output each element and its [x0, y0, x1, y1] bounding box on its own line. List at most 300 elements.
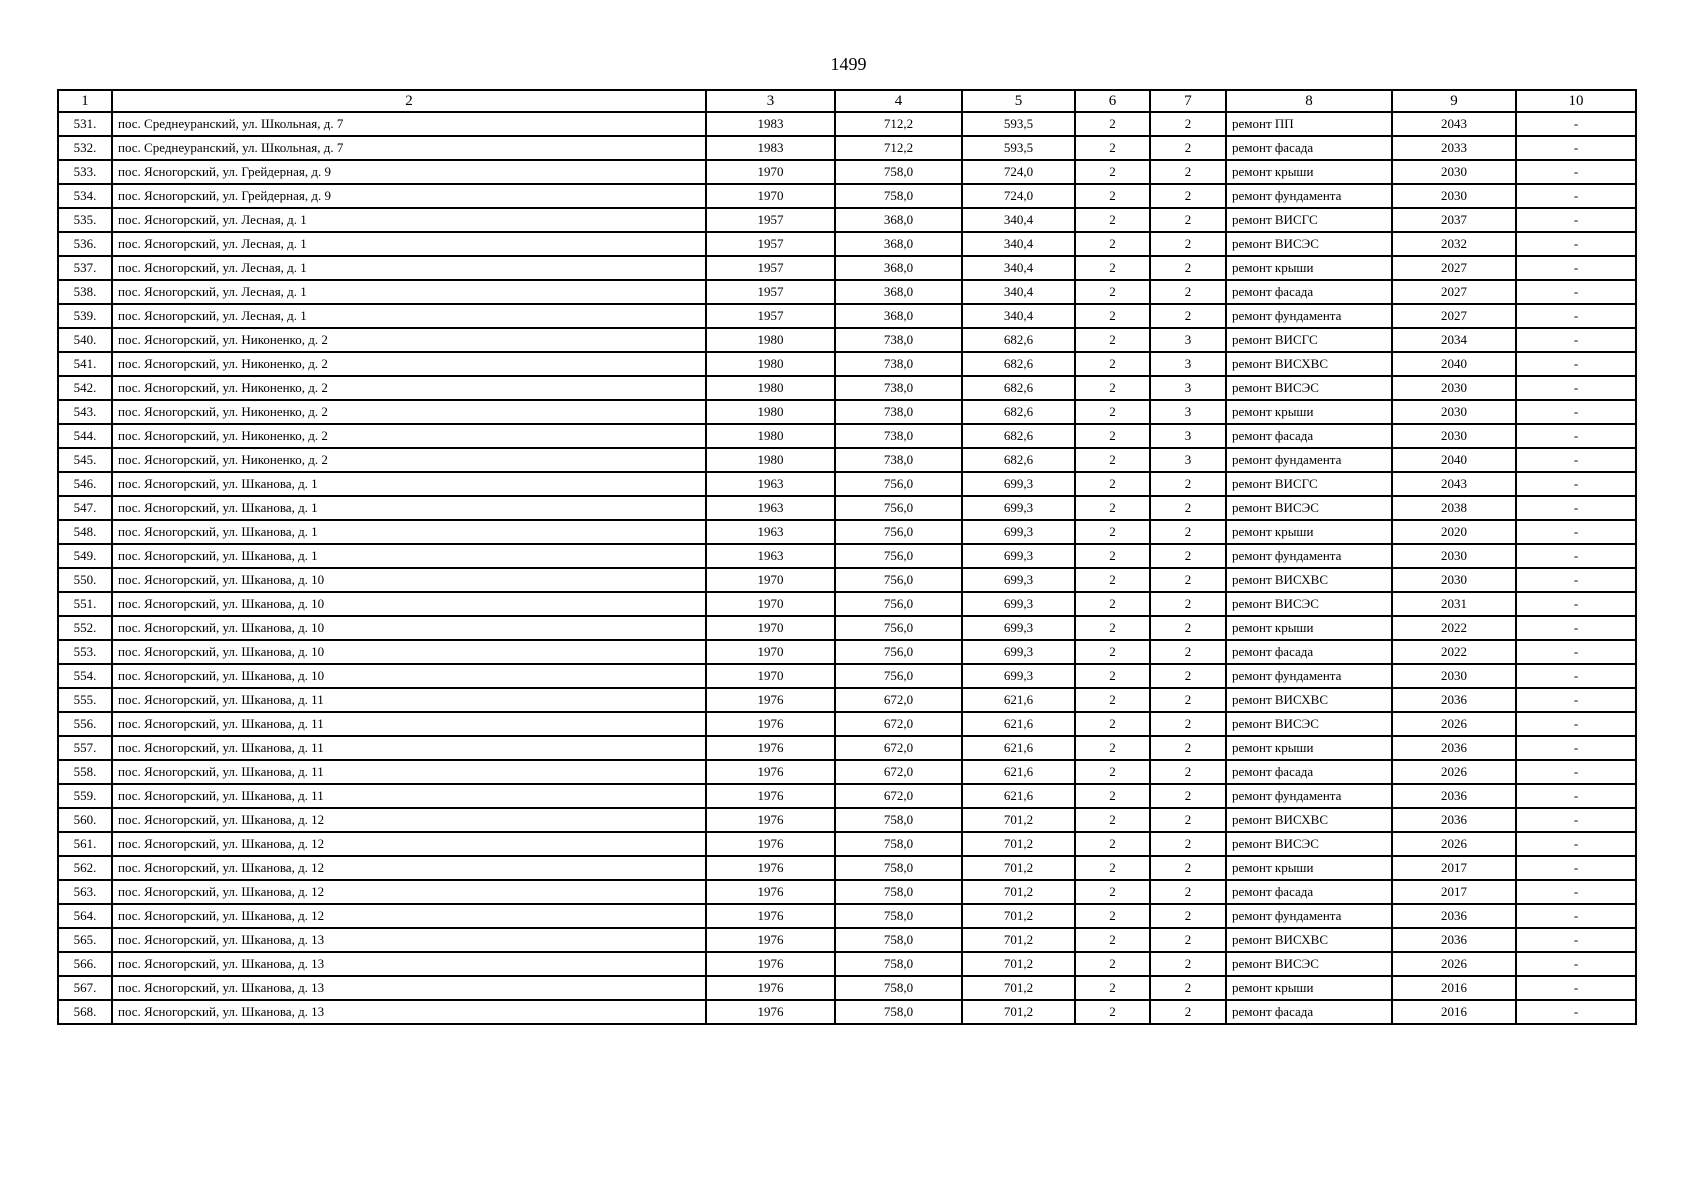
work-type-cell: ремонт фасада — [1226, 424, 1392, 448]
planned-year-cell: 2027 — [1392, 280, 1516, 304]
table-body — [58, 112, 1636, 1024]
total-area-cell: 712,2 — [835, 112, 962, 136]
floors-cell: 2 — [1150, 712, 1226, 736]
column-header: 2 — [112, 90, 706, 112]
address-cell: пос. Ясногорский, ул. Лесная, д. 1 — [112, 304, 706, 328]
note-cell: - — [1516, 520, 1636, 544]
planned-year-cell: 2032 — [1392, 232, 1516, 256]
total-area-cell: 758,0 — [835, 976, 962, 1000]
entrances-cell: 2 — [1075, 880, 1150, 904]
living-area-cell: 593,5 — [962, 112, 1075, 136]
note-cell: - — [1516, 904, 1636, 928]
year-built-cell: 1980 — [706, 448, 835, 472]
year-built-cell: 1963 — [706, 472, 835, 496]
work-type-cell: ремонт фундамента — [1226, 904, 1392, 928]
work-type-cell: ремонт фасада — [1226, 1000, 1392, 1024]
total-area-cell: 758,0 — [835, 904, 962, 928]
row-number-cell: 536. — [58, 232, 112, 256]
table-row — [58, 328, 1636, 352]
total-area-cell: 738,0 — [835, 328, 962, 352]
floors-cell: 2 — [1150, 520, 1226, 544]
row-number-cell: 555. — [58, 688, 112, 712]
work-type-cell: ремонт фасада — [1226, 640, 1392, 664]
work-type-cell: ремонт фундамента — [1226, 448, 1392, 472]
note-cell: - — [1516, 496, 1636, 520]
year-built-cell: 1970 — [706, 568, 835, 592]
living-area-cell: 724,0 — [962, 160, 1075, 184]
entrances-cell: 2 — [1075, 400, 1150, 424]
address-cell: пос. Ясногорский, ул. Шканова, д. 12 — [112, 808, 706, 832]
table-row — [58, 424, 1636, 448]
year-built-cell: 1980 — [706, 352, 835, 376]
planned-year-cell: 2030 — [1392, 544, 1516, 568]
row-number-cell: 550. — [58, 568, 112, 592]
planned-year-cell: 2030 — [1392, 400, 1516, 424]
living-area-cell: 340,4 — [962, 208, 1075, 232]
row-number-cell: 560. — [58, 808, 112, 832]
table-row — [58, 232, 1636, 256]
living-area-cell: 621,6 — [962, 736, 1075, 760]
entrances-cell: 2 — [1075, 736, 1150, 760]
note-cell: - — [1516, 352, 1636, 376]
row-number-cell: 567. — [58, 976, 112, 1000]
address-cell: пос. Ясногорский, ул. Шканова, д. 11 — [112, 760, 706, 784]
planned-year-cell: 2030 — [1392, 160, 1516, 184]
work-type-cell: ремонт ВИСХВС — [1226, 352, 1392, 376]
entrances-cell: 2 — [1075, 616, 1150, 640]
living-area-cell: 701,2 — [962, 856, 1075, 880]
row-number-cell: 549. — [58, 544, 112, 568]
planned-year-cell: 2016 — [1392, 1000, 1516, 1024]
entrances-cell: 2 — [1075, 472, 1150, 496]
column-header: 9 — [1392, 90, 1516, 112]
row-number-cell: 539. — [58, 304, 112, 328]
year-built-cell: 1963 — [706, 544, 835, 568]
table-row — [58, 496, 1636, 520]
table-row — [58, 904, 1636, 928]
header-row — [58, 90, 1636, 112]
row-number-cell: 531. — [58, 112, 112, 136]
address-cell: пос. Ясногорский, ул. Шканова, д. 12 — [112, 880, 706, 904]
table-row — [58, 616, 1636, 640]
note-cell: - — [1516, 472, 1636, 496]
note-cell: - — [1516, 712, 1636, 736]
work-type-cell: ремонт фундамента — [1226, 784, 1392, 808]
year-built-cell: 1976 — [706, 736, 835, 760]
entrances-cell: 2 — [1075, 808, 1150, 832]
year-built-cell: 1976 — [706, 976, 835, 1000]
living-area-cell: 699,3 — [962, 592, 1075, 616]
total-area-cell: 756,0 — [835, 568, 962, 592]
floors-cell: 2 — [1150, 688, 1226, 712]
planned-year-cell: 2043 — [1392, 472, 1516, 496]
floors-cell: 3 — [1150, 352, 1226, 376]
total-area-cell: 758,0 — [835, 952, 962, 976]
row-number-cell: 556. — [58, 712, 112, 736]
row-number-cell: 563. — [58, 880, 112, 904]
note-cell: - — [1516, 112, 1636, 136]
address-cell: пос. Ясногорский, ул. Шканова, д. 12 — [112, 832, 706, 856]
planned-year-cell: 2026 — [1392, 712, 1516, 736]
work-type-cell: ремонт ВИСЭС — [1226, 952, 1392, 976]
address-cell: пос. Ясногорский, ул. Шканова, д. 1 — [112, 472, 706, 496]
work-type-cell: ремонт ВИСГС — [1226, 208, 1392, 232]
table-row — [58, 520, 1636, 544]
entrances-cell: 2 — [1075, 328, 1150, 352]
work-type-cell: ремонт фундамента — [1226, 544, 1392, 568]
total-area-cell: 738,0 — [835, 400, 962, 424]
address-cell: пос. Ясногорский, ул. Шканова, д. 1 — [112, 520, 706, 544]
address-cell: пос. Ясногорский, ул. Лесная, д. 1 — [112, 256, 706, 280]
floors-cell: 2 — [1150, 232, 1226, 256]
planned-year-cell: 2036 — [1392, 736, 1516, 760]
row-number-cell: 537. — [58, 256, 112, 280]
row-number-cell: 547. — [58, 496, 112, 520]
floors-cell: 2 — [1150, 280, 1226, 304]
living-area-cell: 682,6 — [962, 376, 1075, 400]
row-number-cell: 535. — [58, 208, 112, 232]
living-area-cell: 682,6 — [962, 328, 1075, 352]
address-cell: пос. Ясногорский, ул. Шканова, д. 10 — [112, 592, 706, 616]
address-cell: пос. Ясногорский, ул. Никоненко, д. 2 — [112, 424, 706, 448]
floors-cell: 2 — [1150, 736, 1226, 760]
table-row — [58, 472, 1636, 496]
row-number-cell: 532. — [58, 136, 112, 160]
floors-cell: 2 — [1150, 160, 1226, 184]
table-row — [58, 208, 1636, 232]
work-type-cell: ремонт фундамента — [1226, 304, 1392, 328]
floors-cell: 3 — [1150, 448, 1226, 472]
year-built-cell: 1980 — [706, 424, 835, 448]
row-number-cell: 564. — [58, 904, 112, 928]
total-area-cell: 368,0 — [835, 304, 962, 328]
floors-cell: 2 — [1150, 136, 1226, 160]
year-built-cell: 1970 — [706, 160, 835, 184]
living-area-cell: 701,2 — [962, 952, 1075, 976]
total-area-cell: 756,0 — [835, 616, 962, 640]
year-built-cell: 1957 — [706, 304, 835, 328]
note-cell: - — [1516, 880, 1636, 904]
floors-cell: 2 — [1150, 880, 1226, 904]
table-row — [58, 640, 1636, 664]
floors-cell: 2 — [1150, 208, 1226, 232]
total-area-cell: 368,0 — [835, 232, 962, 256]
planned-year-cell: 2043 — [1392, 112, 1516, 136]
note-cell: - — [1516, 400, 1636, 424]
table-row — [58, 712, 1636, 736]
column-header: 8 — [1226, 90, 1392, 112]
table-row — [58, 112, 1636, 136]
living-area-cell: 621,6 — [962, 688, 1075, 712]
year-built-cell: 1970 — [706, 640, 835, 664]
note-cell: - — [1516, 1000, 1636, 1024]
entrances-cell: 2 — [1075, 688, 1150, 712]
note-cell: - — [1516, 784, 1636, 808]
total-area-cell: 368,0 — [835, 280, 962, 304]
note-cell: - — [1516, 136, 1636, 160]
entrances-cell: 2 — [1075, 544, 1150, 568]
entrances-cell: 2 — [1075, 1000, 1150, 1024]
row-number-cell: 552. — [58, 616, 112, 640]
work-type-cell: ремонт ВИСХВС — [1226, 568, 1392, 592]
note-cell: - — [1516, 664, 1636, 688]
living-area-cell: 701,2 — [962, 976, 1075, 1000]
total-area-cell: 758,0 — [835, 184, 962, 208]
total-area-cell: 672,0 — [835, 760, 962, 784]
work-type-cell: ремонт ВИСЭС — [1226, 376, 1392, 400]
living-area-cell: 701,2 — [962, 1000, 1075, 1024]
work-type-cell: ремонт фундамента — [1226, 664, 1392, 688]
address-cell: пос. Ясногорский, ул. Шканова, д. 12 — [112, 904, 706, 928]
total-area-cell: 758,0 — [835, 856, 962, 880]
table-row — [58, 832, 1636, 856]
row-number-cell: 542. — [58, 376, 112, 400]
work-type-cell: ремонт ВИСЭС — [1226, 592, 1392, 616]
row-number-cell: 559. — [58, 784, 112, 808]
note-cell: - — [1516, 280, 1636, 304]
living-area-cell: 699,3 — [962, 496, 1075, 520]
note-cell: - — [1516, 544, 1636, 568]
address-cell: пос. Ясногорский, ул. Никоненко, д. 2 — [112, 376, 706, 400]
year-built-cell: 1957 — [706, 232, 835, 256]
table-row — [58, 928, 1636, 952]
total-area-cell: 758,0 — [835, 808, 962, 832]
address-cell: пос. Ясногорский, ул. Шканова, д. 11 — [112, 736, 706, 760]
row-number-cell: 540. — [58, 328, 112, 352]
planned-year-cell: 2040 — [1392, 352, 1516, 376]
address-cell: пос. Среднеуранский, ул. Школьная, д. 7 — [112, 136, 706, 160]
work-type-cell: ремонт фасада — [1226, 760, 1392, 784]
work-type-cell: ремонт ВИСЭС — [1226, 232, 1392, 256]
living-area-cell: 699,3 — [962, 520, 1075, 544]
floors-cell: 2 — [1150, 616, 1226, 640]
note-cell: - — [1516, 232, 1636, 256]
floors-cell: 2 — [1150, 976, 1226, 1000]
table-row — [58, 352, 1636, 376]
total-area-cell: 672,0 — [835, 712, 962, 736]
note-cell: - — [1516, 928, 1636, 952]
column-header: 6 — [1075, 90, 1150, 112]
note-cell: - — [1516, 808, 1636, 832]
work-type-cell: ремонт крыши — [1226, 400, 1392, 424]
living-area-cell: 701,2 — [962, 880, 1075, 904]
row-number-cell: 543. — [58, 400, 112, 424]
floors-cell: 2 — [1150, 952, 1226, 976]
floors-cell: 2 — [1150, 496, 1226, 520]
table-row — [58, 976, 1636, 1000]
row-number-cell: 548. — [58, 520, 112, 544]
entrances-cell: 2 — [1075, 832, 1150, 856]
living-area-cell: 699,3 — [962, 544, 1075, 568]
planned-year-cell: 2017 — [1392, 856, 1516, 880]
note-cell: - — [1516, 304, 1636, 328]
entrances-cell: 2 — [1075, 664, 1150, 688]
work-type-cell: ремонт ПП — [1226, 112, 1392, 136]
note-cell: - — [1516, 736, 1636, 760]
floors-cell: 2 — [1150, 568, 1226, 592]
row-number-cell: 551. — [58, 592, 112, 616]
row-number-cell: 565. — [58, 928, 112, 952]
year-built-cell: 1983 — [706, 136, 835, 160]
work-type-cell: ремонт ВИСГС — [1226, 328, 1392, 352]
address-cell: пос. Ясногорский, ул. Никоненко, д. 2 — [112, 352, 706, 376]
floors-cell: 2 — [1150, 184, 1226, 208]
entrances-cell: 2 — [1075, 160, 1150, 184]
note-cell: - — [1516, 952, 1636, 976]
row-number-cell: 541. — [58, 352, 112, 376]
living-area-cell: 340,4 — [962, 304, 1075, 328]
living-area-cell: 682,6 — [962, 424, 1075, 448]
floors-cell: 2 — [1150, 472, 1226, 496]
note-cell: - — [1516, 328, 1636, 352]
total-area-cell: 758,0 — [835, 880, 962, 904]
living-area-cell: 701,2 — [962, 808, 1075, 832]
entrances-cell: 2 — [1075, 856, 1150, 880]
entrances-cell: 2 — [1075, 136, 1150, 160]
total-area-cell: 756,0 — [835, 520, 962, 544]
address-cell: пос. Ясногорский, ул. Шканова, д. 11 — [112, 712, 706, 736]
planned-year-cell: 2036 — [1392, 784, 1516, 808]
total-area-cell: 368,0 — [835, 208, 962, 232]
entrances-cell: 2 — [1075, 928, 1150, 952]
year-built-cell: 1976 — [706, 904, 835, 928]
floors-cell: 2 — [1150, 904, 1226, 928]
planned-year-cell: 2022 — [1392, 640, 1516, 664]
floors-cell: 2 — [1150, 784, 1226, 808]
work-type-cell: ремонт крыши — [1226, 256, 1392, 280]
work-type-cell: ремонт крыши — [1226, 520, 1392, 544]
note-cell: - — [1516, 448, 1636, 472]
living-area-cell: 682,6 — [962, 448, 1075, 472]
work-type-cell: ремонт ВИСЭС — [1226, 832, 1392, 856]
planned-year-cell: 2030 — [1392, 184, 1516, 208]
total-area-cell: 672,0 — [835, 688, 962, 712]
year-built-cell: 1957 — [706, 280, 835, 304]
planned-year-cell: 2030 — [1392, 568, 1516, 592]
note-cell: - — [1516, 208, 1636, 232]
year-built-cell: 1983 — [706, 112, 835, 136]
entrances-cell: 2 — [1075, 712, 1150, 736]
table-row — [58, 400, 1636, 424]
year-built-cell: 1976 — [706, 1000, 835, 1024]
year-built-cell: 1976 — [706, 880, 835, 904]
year-built-cell: 1980 — [706, 400, 835, 424]
entrances-cell: 2 — [1075, 976, 1150, 1000]
address-cell: пос. Ясногорский, ул. Лесная, д. 1 — [112, 232, 706, 256]
planned-year-cell: 2027 — [1392, 256, 1516, 280]
total-area-cell: 672,0 — [835, 784, 962, 808]
work-type-cell: ремонт фасада — [1226, 136, 1392, 160]
address-cell: пос. Ясногорский, ул. Никоненко, д. 2 — [112, 328, 706, 352]
note-cell: - — [1516, 760, 1636, 784]
page-number: 1499 — [830, 54, 867, 74]
floors-cell: 3 — [1150, 376, 1226, 400]
living-area-cell: 699,3 — [962, 472, 1075, 496]
total-area-cell: 756,0 — [835, 640, 962, 664]
row-number-cell: 566. — [58, 952, 112, 976]
planned-year-cell: 2027 — [1392, 304, 1516, 328]
year-built-cell: 1970 — [706, 592, 835, 616]
work-type-cell: ремонт ВИСХВС — [1226, 928, 1392, 952]
address-cell: пос. Ясногорский, ул. Шканова, д. 13 — [112, 976, 706, 1000]
table-row — [58, 760, 1636, 784]
year-built-cell: 1963 — [706, 520, 835, 544]
entrances-cell: 2 — [1075, 952, 1150, 976]
row-number-cell: 553. — [58, 640, 112, 664]
note-cell: - — [1516, 616, 1636, 640]
floors-cell: 2 — [1150, 544, 1226, 568]
column-header: 10 — [1516, 90, 1636, 112]
floors-cell: 2 — [1150, 304, 1226, 328]
row-number-cell: 554. — [58, 664, 112, 688]
table-row — [58, 736, 1636, 760]
floors-cell: 3 — [1150, 328, 1226, 352]
total-area-cell: 758,0 — [835, 160, 962, 184]
work-type-cell: ремонт крыши — [1226, 160, 1392, 184]
total-area-cell: 758,0 — [835, 928, 962, 952]
planned-year-cell: 2034 — [1392, 328, 1516, 352]
note-cell: - — [1516, 256, 1636, 280]
entrances-cell: 2 — [1075, 496, 1150, 520]
living-area-cell: 701,2 — [962, 832, 1075, 856]
floors-cell: 2 — [1150, 664, 1226, 688]
living-area-cell: 621,6 — [962, 712, 1075, 736]
total-area-cell: 756,0 — [835, 544, 962, 568]
note-cell: - — [1516, 568, 1636, 592]
table-row — [58, 160, 1636, 184]
entrances-cell: 2 — [1075, 520, 1150, 544]
note-cell: - — [1516, 976, 1636, 1000]
year-built-cell: 1963 — [706, 496, 835, 520]
row-number-cell: 558. — [58, 760, 112, 784]
table-row — [58, 952, 1636, 976]
entrances-cell: 2 — [1075, 208, 1150, 232]
entrances-cell: 2 — [1075, 304, 1150, 328]
planned-year-cell: 2030 — [1392, 376, 1516, 400]
address-cell: пос. Ясногорский, ул. Грейдерная, д. 9 — [112, 184, 706, 208]
floors-cell: 2 — [1150, 256, 1226, 280]
table-row — [58, 1000, 1636, 1024]
row-number-cell: 546. — [58, 472, 112, 496]
note-cell: - — [1516, 832, 1636, 856]
living-area-cell: 340,4 — [962, 256, 1075, 280]
living-area-cell: 621,6 — [962, 760, 1075, 784]
work-type-cell: ремонт ВИСЭС — [1226, 496, 1392, 520]
row-number-cell: 545. — [58, 448, 112, 472]
entrances-cell: 2 — [1075, 904, 1150, 928]
address-cell: пос. Ясногорский, ул. Лесная, д. 1 — [112, 208, 706, 232]
floors-cell: 2 — [1150, 760, 1226, 784]
living-area-cell: 593,5 — [962, 136, 1075, 160]
total-area-cell: 758,0 — [835, 832, 962, 856]
planned-year-cell: 2036 — [1392, 904, 1516, 928]
entrances-cell: 2 — [1075, 784, 1150, 808]
work-type-cell: ремонт ВИСХВС — [1226, 688, 1392, 712]
total-area-cell: 368,0 — [835, 256, 962, 280]
entrances-cell: 2 — [1075, 448, 1150, 472]
total-area-cell: 756,0 — [835, 472, 962, 496]
entrances-cell: 2 — [1075, 568, 1150, 592]
year-built-cell: 1970 — [706, 184, 835, 208]
column-header: 1 — [58, 90, 112, 112]
planned-year-cell: 2017 — [1392, 880, 1516, 904]
year-built-cell: 1970 — [706, 664, 835, 688]
row-number-cell: 534. — [58, 184, 112, 208]
floors-cell: 2 — [1150, 112, 1226, 136]
address-cell: пос. Ясногорский, ул. Шканова, д. 10 — [112, 664, 706, 688]
year-built-cell: 1976 — [706, 856, 835, 880]
table-row — [58, 784, 1636, 808]
